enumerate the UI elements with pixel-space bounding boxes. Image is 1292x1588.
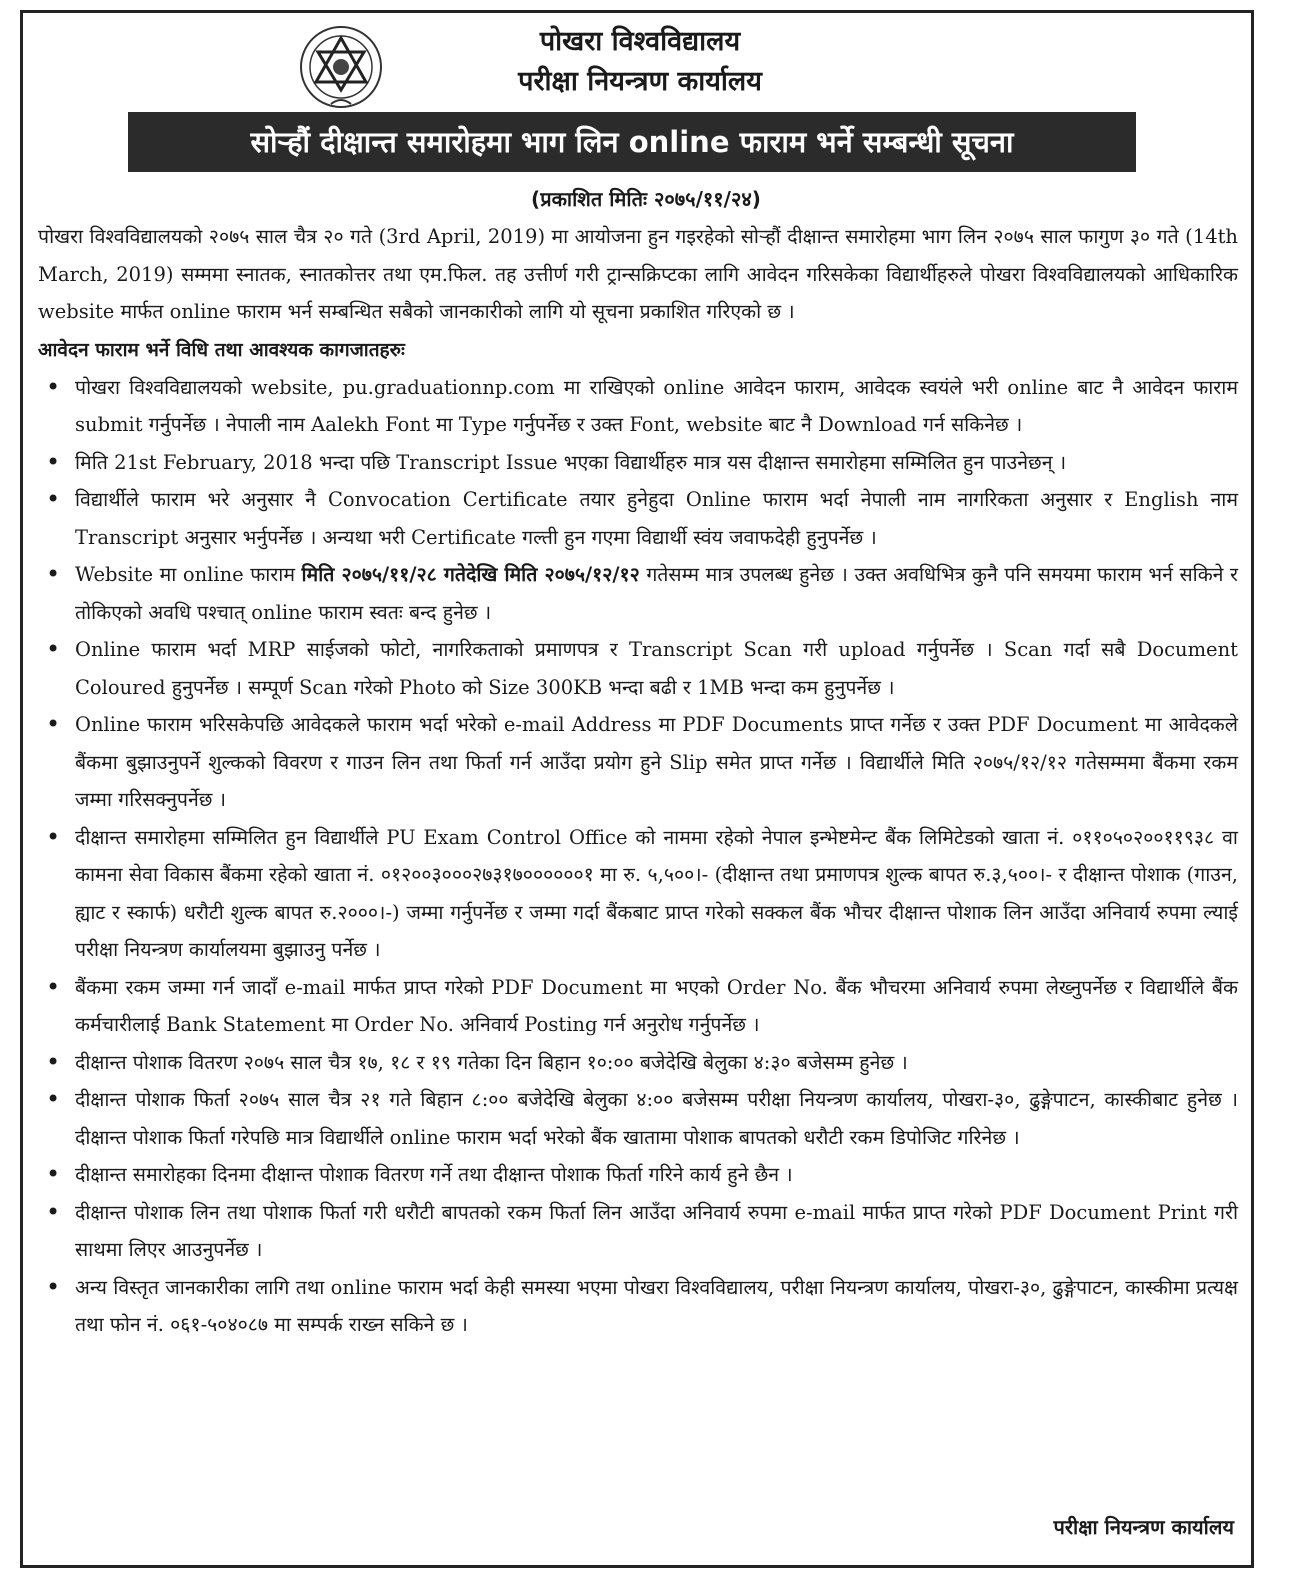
list-item: • बैंकमा रकम जम्मा गर्न जादाँ e-mail मार्फत प्राप्त गरेको PDF Document मा भएको Order No. बैंक भौचरमा अनिवार्य रुपमा लेख्नुपर्नेछ र विद्यार्थीले बैंक कर्मचारीलाई Bank Statement मा Order No. अनिवार्य Posting गर्न अनुरोध गर्नुपर्नेछ । [38, 969, 1238, 1044]
university-name: पोखरा विश्वविद्यालय [539, 26, 741, 57]
signature: परीक्षा नियन्त्रण कार्यालय [1053, 1515, 1234, 1539]
list-item: • विद्यार्थीले फाराम भरे अनुसार नै Convocation Certificate तयार हुनेहुदा Online फाराम भर्दा नेपाली नाम नागरिकता अनुसार र English नाम Transcript अनुसार भर्नुपर्नेछ । अन्यथा भरी Certificate गल्ती हुन गएमा विद्यार्थी स्वंय जवाफदेही हुनुपर्नेछ । [38, 481, 1238, 556]
list-item-text: Website मा online फाराम [75, 563, 302, 586]
instruction-list [38, 369, 1238, 1344]
list-item: • दीक्षान्त पोशाक वितरण २०७५ साल चैत्र १७, १८ र १९ गतेका दिन बिहान १०:०० बजेदेखि बेलुका ४:३० बजेसम्म हुनेछ । [38, 1044, 1238, 1082]
intro-paragraph: पोखरा विश्वविद्यालयको २०७५ साल चैत्र २० गते (3rd April, 2019) मा आयोजना हुन गइरहेको सोऱ्हौं दीक्षान्त समारोहमा भाग लिन २०७५ साल फागुण ३० गते (14th March, 2019) सम्ममा स्नातक, स्नातकोत्तर तथा एम.फिल. तह उत्तीर्ण गरी ट्रान्सक्रिप्टका लागि आवेदन गरिसकेका विद्यार्थीहरुले पोखरा विश्वविद्यालयको आधिकारिक website मार्फत online फाराम भर्न सम्बन्धित सबैको जानकारीको लागि यो सूचना प्रकाशित गरिएको छ । [38, 225, 1238, 323]
notice-heading [420, 22, 860, 102]
published-date: (प्रकाशित मितिः २०७५/११/२४) [531, 187, 761, 211]
list-item: • Online फाराम भरिसकेपछि आवेदकले फाराम भर्दा भरेको e-mail Address मा PDF Documents प्राप्त गर्नेछ र उक्त PDF Document मा आवेदकले बैंकमा बुझाउनुपर्ने शुल्कको विवरण र गाउन लिन तथा फिर्ता गर्न आउँदा प्रयोग हुने Slip समेत प्राप्त गर्नेछ । विद्यार्थीले मिति २०७५/१२/१२ गतेसम्ममा बैंकमा रकम जम्मा गरिसक्नुपर्नेछ । [38, 706, 1238, 819]
list-item: • पोखरा विश्वविद्यालयको website, pu.graduationnp.com मा राखिएको online आवेदन फाराम, आवेदक स्वयंले भरी online बाट नै आवेदन फाराम submit गर्नुपर्नेछ । नेपाली नाम Aalekh Font मा Type गर्नुपर्नेछ र उक्त Font, website बाट नै Download गर्न सकिनेछ । [38, 369, 1238, 444]
list-item: • मिति 21st February, 2018 भन्दा पछि Transcript Issue भएका विद्यार्थीहरु मात्र यस दीक्षान्त समारोहमा सम्मिलित हुन पाउनेछन् । [38, 444, 1238, 482]
list-item: • अन्य विस्तृत जानकारीका लागि तथा online फाराम भर्दा केही समस्या भएमा पोखरा विश्वविद्यालय, परीक्षा नियन्त्रण कार्यालय, पोखरा-३०, ढुङ्गेपाटन, कास्कीमा प्रत्यक्ष तथा फोन नं. ०६१-५०४०८७ मा सम्पर्क राख्न सकिने छ । [38, 1269, 1238, 1344]
list-item-text: गतेसम्म मात्र उपलब्ध हुनेछ । उक्त अवधिभित्र कुनै पनि समयमा फाराम भर्न सकिने र तोकिएको अवधि पश्चात् online फाराम स्वतः बन्द हुनेछ । [75, 563, 1238, 624]
list-item: • Online फाराम भर्दा MRP साईजको फोटो, नागरिकताको प्रमाणपत्र र Transcript Scan गरी upload गर्नुपर्नेछ । Scan गर्दा सबै Document Coloured हुनुपर्नेछ । सम्पूर्ण Scan गरेको Photo को Size 300KB भन्दा बढी र 1MB भन्दा कम हुनुपर्नेछ । [38, 631, 1238, 706]
section-heading: आवेदन फाराम भर्ने विधि तथा आवश्यक कागजातहरुः [38, 338, 405, 361]
list-item: • दीक्षान्त समारोहका दिनमा दीक्षान्त पोशाक वितरण गर्ने तथा दीक्षान्त पोशाक फिर्ता गरिने कार्य हुने छैन । [38, 1156, 1238, 1194]
list-item: • दीक्षान्त पोशाक लिन तथा पोशाक फिर्ता गरी धरौटी बापतको रकम फिर्ता लिन आउँदा अनिवार्य रुपमा e-mail मार्फत प्राप्त गरेको PDF Document Print गरी साथमा लिएर आउनुपर्नेछ । [38, 1194, 1238, 1269]
notice-title: सोऱ्हौं दीक्षान्त समारोहमा भाग लिन online फाराम भर्ने सम्बन्धी सूचना [128, 112, 1136, 172]
list-item: • दीक्षान्त समारोहमा सम्मिलित हुन विद्यार्थीले PU Exam Control Office को नाममा रहेको नेपाल इन्भेष्टमेन्ट बैंक लिमिटेडको खाता नं. ०११०५०२००११९३८ वा कामना सेवा विकास बैंकमा रहेको खाता नं. ०१२००३०००२७३१७००००००१ मा रु. ५,५००।- (दीक्षान्त तथा प्रमाणपत्र शुल्क बापत रु.३,५००।- र दीक्षान्त पोशाक (गाउन, ह्याट र स्कार्फ) धरौटी शुल्क बापत रु.२०००।-) जम्मा गर्नुपर्नेछ र जम्मा गर्दा बैंकबाट प्राप्त गरेको सक्कल बैंक भौचर दीक्षान्त पोशाक लिन आउँदा अनिवार्य रुपमा ल्याई परीक्षा नियन्त्रण कार्यालयमा बुझाउनु पर्नेछ । [38, 819, 1238, 969]
notice-body [38, 218, 1238, 1344]
form-availability-dates: मिति २०७५/११/२८ गतेदेखि मिति २०७५/१२/१२ [301, 563, 640, 586]
list-item [38, 556, 1238, 631]
list-item: • दीक्षान्त पोशाक फिर्ता २०७५ साल चैत्र २१ गते बिहान ८:०० बजेदेखि बेलुका ४:०० बजेसम्म परीक्षा नियन्त्रण कार्यालय, पोखरा-३०, ढुङ्गेपाटन, कास्कीबाट हुनेछ । दीक्षान्त पोशाक फिर्ता गरेपछि मात्र विद्यार्थीले online फाराम भर्दा भरेको बैंक खातामा पोशाक बापतको धरौटी रकम डिपोजिट गरिनेछ । [38, 1081, 1238, 1156]
office-name: परीक्षा नियन्त्रण कार्यालय [518, 66, 762, 97]
university-emblem-icon [298, 24, 384, 110]
